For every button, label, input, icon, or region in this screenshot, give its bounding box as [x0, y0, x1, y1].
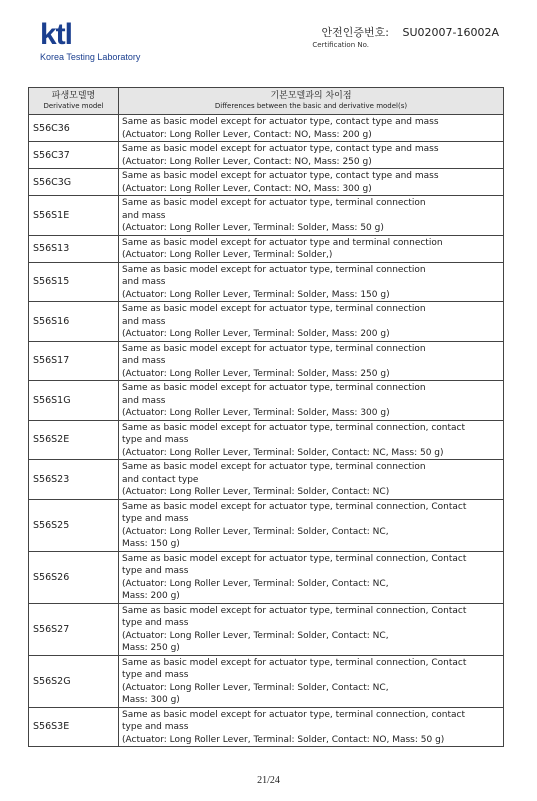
model-name-cell: S56S3E: [29, 707, 119, 747]
model-name-cell: S56S17: [29, 341, 119, 381]
table-row: [29, 142, 504, 169]
difference-description-cell: [119, 603, 504, 655]
description-line: (Actuator: Long Roller Lever, Terminal: Solder, Contact: NC,: [122, 630, 389, 641]
model-name-cell: S56C36: [29, 115, 119, 142]
table-row: [29, 196, 504, 236]
description-line: Same as basic model except for actuator type, contact type and mass: [122, 117, 439, 127]
description-line: (Actuator: Long Roller Lever, Terminal: Solder, Contact: NC,: [122, 526, 389, 537]
model-name-cell: S56S15: [29, 262, 119, 302]
table-row: [29, 603, 504, 655]
column-header-differences-en: Differences between the basic and derivative model(s): [214, 102, 408, 110]
table-body: [29, 115, 504, 747]
table-row: [29, 341, 504, 381]
description-line: Mass: 200 g): [122, 591, 180, 601]
table-header-row: [29, 88, 504, 115]
difference-description-cell: [119, 381, 504, 421]
description-line: and mass: [122, 395, 166, 406]
difference-description-cell: [119, 235, 504, 262]
difference-description-cell: [119, 262, 504, 302]
description-line: type and mass: [122, 435, 189, 445]
derivative-model-table: [28, 87, 504, 747]
description-line: Same as basic model except for actuator type, terminal connection: [122, 343, 426, 354]
difference-description-cell: [119, 115, 504, 142]
model-name-cell: S56C37: [29, 142, 119, 169]
model-name-cell: S56S23: [29, 460, 119, 500]
table-row: [29, 420, 504, 460]
model-name-cell: S56C3G: [29, 169, 119, 196]
description-line: (Actuator: Long Roller Lever, Terminal: Solder, Mass: 250 g): [122, 368, 390, 379]
column-header-model: [29, 88, 119, 115]
description-line: Same as basic model except for actuator type, terminal connection: [122, 383, 426, 393]
description-line: Same as basic model except for actuator type, terminal connection: [122, 462, 426, 472]
description-line: Same as basic model except for actuator type, terminal connection, Contact: [122, 657, 467, 668]
description-line: type and mass: [122, 618, 189, 628]
description-line: (Actuator: Long Roller Lever, Terminal: Solder, Contact: NC): [122, 487, 390, 497]
model-name-cell: S56S16: [29, 302, 119, 342]
table-row: [29, 115, 504, 142]
table-row: [29, 235, 504, 262]
description-line: Same as basic model except for actuator type, terminal connection, Contact: [122, 605, 467, 616]
table-row: [29, 381, 504, 421]
logo-text: ktl: [40, 18, 73, 51]
model-name-cell: S56S25: [29, 499, 119, 551]
difference-description-cell: [119, 142, 504, 169]
difference-description-cell: [119, 196, 504, 236]
cert-label-korean: 안전인증번호:: [321, 26, 389, 39]
description-line: (Actuator: Long Roller Lever, Contact: NO, Mass: 300 g): [122, 183, 372, 194]
description-line: Mass: 250 g): [122, 643, 180, 653]
difference-description-cell: [119, 420, 504, 460]
table-row: [29, 707, 504, 747]
difference-description-cell: [119, 551, 504, 603]
description-line: (Actuator: Long Roller Lever, Terminal: Solder, Mass: 300 g): [122, 408, 390, 418]
logo-subtitle: Korea Testing Laboratory: [40, 52, 141, 62]
table-row: [29, 262, 504, 302]
description-line: and mass: [122, 356, 166, 366]
model-name-cell: S56S26: [29, 551, 119, 603]
model-name-cell: S56S27: [29, 603, 119, 655]
description-line: Same as basic model except for actuator type, terminal connection, contact: [122, 422, 466, 433]
column-header-differences: [119, 88, 504, 115]
model-name-cell: S56S2E: [29, 420, 119, 460]
description-line: and mass: [122, 277, 166, 287]
description-line: type and mass: [122, 514, 189, 524]
description-line: and contact type: [122, 474, 199, 485]
cert-label-english: Certification No.: [312, 41, 369, 49]
description-line: (Actuator: Long Roller Lever, Contact: NO, Mass: 250 g): [122, 156, 372, 167]
model-name-cell: S56S2G: [29, 655, 119, 707]
description-line: and mass: [122, 210, 166, 221]
description-line: Same as basic model except for actuator type, terminal connection: [122, 304, 426, 314]
description-line: type and mass: [122, 670, 189, 680]
column-header-model-ko: 파생모델명: [51, 91, 96, 101]
table-row: [29, 169, 504, 196]
description-line: Same as basic model except for actuator type, terminal connection, Contact: [122, 501, 467, 512]
model-name-cell: S56S1E: [29, 196, 119, 236]
table-row: [29, 655, 504, 707]
description-line: (Actuator: Long Roller Lever, Terminal: Solder, Mass: 150 g): [122, 289, 390, 300]
description-line: and mass: [122, 316, 166, 327]
description-line: Mass: 300 g): [122, 695, 180, 705]
table-row: [29, 460, 504, 500]
difference-description-cell: [119, 460, 504, 500]
description-line: Same as basic model except for actuator type, contact type and mass: [122, 171, 439, 181]
ktl-logo: [40, 20, 140, 62]
certification-block: [312, 24, 499, 49]
model-name-cell: S56S13: [29, 235, 119, 262]
description-line: Same as basic model except for actuator type, terminal connection: [122, 198, 426, 208]
description-line: (Actuator: Long Roller Lever, Terminal: Solder,): [122, 250, 333, 260]
difference-description-cell: [119, 302, 504, 342]
description-line: Same as basic model except for actuator type and terminal connection: [122, 237, 443, 248]
description-line: (Actuator: Long Roller Lever, Terminal: Solder, Mass: 200 g): [122, 329, 390, 339]
description-line: Same as basic model except for actuator type, terminal connection, Contact: [122, 553, 467, 564]
description-line: Mass: 150 g): [122, 539, 180, 549]
description-line: type and mass: [122, 722, 189, 732]
description-line: (Actuator: Long Roller Lever, Terminal: Solder, Contact: NO, Mass: 50 g): [122, 734, 445, 745]
description-line: Same as basic model except for actuator type, contact type and mass: [122, 144, 439, 154]
description-line: (Actuator: Long Roller Lever, Contact: NO, Mass: 200 g): [122, 129, 372, 140]
cert-number: SU02007-16002A: [402, 26, 499, 39]
column-header-differences-ko: 기본모델과의 차이점: [270, 91, 352, 101]
table-row: [29, 551, 504, 603]
model-name-cell: S56S1G: [29, 381, 119, 421]
description-line: (Actuator: Long Roller Lever, Terminal: Solder, Contact: NC, Mass: 50 g): [122, 447, 444, 458]
description-line: type and mass: [122, 566, 189, 576]
description-line: Same as basic model except for actuator type, terminal connection: [122, 264, 426, 275]
difference-description-cell: [119, 169, 504, 196]
difference-description-cell: [119, 707, 504, 747]
description-line: Same as basic model except for actuator type, terminal connection, contact: [122, 709, 466, 720]
difference-description-cell: [119, 341, 504, 381]
table-row: [29, 499, 504, 551]
description-line: (Actuator: Long Roller Lever, Terminal: Solder, Mass: 50 g): [122, 223, 384, 233]
page-header: [0, 0, 537, 80]
description-line: (Actuator: Long Roller Lever, Terminal: Solder, Contact: NC,: [122, 578, 389, 589]
page-number: 21/24: [257, 775, 280, 786]
table-row: [29, 302, 504, 342]
difference-description-cell: [119, 499, 504, 551]
difference-description-cell: [119, 655, 504, 707]
description-line: (Actuator: Long Roller Lever, Terminal: Solder, Contact: NC,: [122, 682, 389, 693]
column-header-model-en: Derivative model: [43, 102, 104, 110]
